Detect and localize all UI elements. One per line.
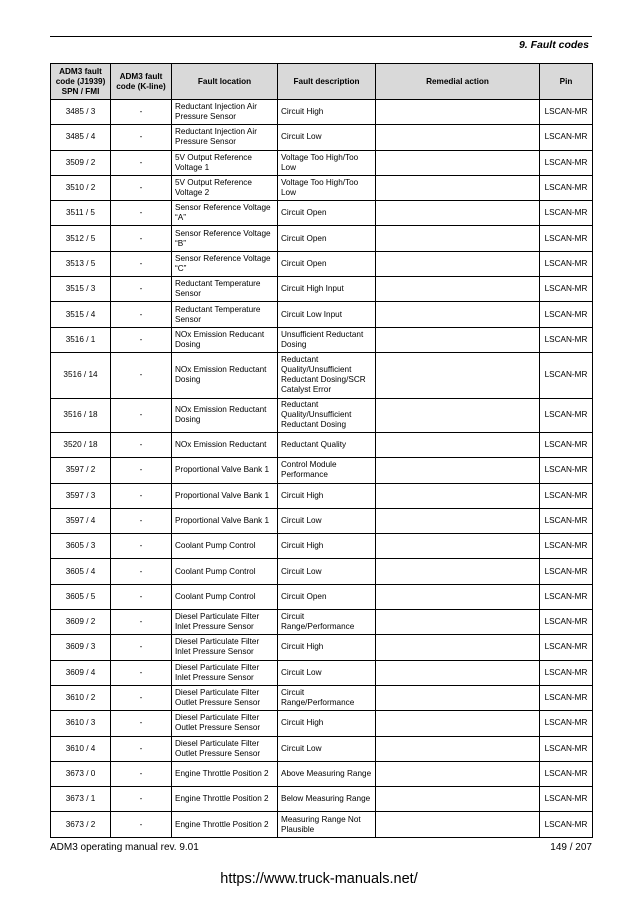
table-row — [51, 458, 593, 483]
cell-fault-location: 5V Output Reference Voltage 1 — [172, 150, 278, 175]
table-row — [51, 787, 593, 812]
cell-fault-location: NOx Emission Reductant — [172, 432, 278, 457]
cell-pin: LSCAN-MR — [540, 685, 593, 710]
cell-kline: - — [111, 584, 172, 609]
cell-spn-fmi: 3597 / 3 — [51, 483, 111, 508]
cell-fault-location: Coolant Pump Control — [172, 584, 278, 609]
cell-spn-fmi: 3513 / 5 — [51, 251, 111, 276]
cell-remedial-action — [376, 100, 540, 125]
cell-fault-description: Control Module Performance — [278, 458, 376, 483]
cell-pin: LSCAN-MR — [540, 150, 593, 175]
cell-pin: LSCAN-MR — [540, 175, 593, 200]
cell-spn-fmi: 3520 / 18 — [51, 432, 111, 457]
cell-fault-location: Diesel Particulate Filter Inlet Pressure Sensor — [172, 635, 278, 660]
table-row — [51, 761, 593, 786]
cell-spn-fmi: 3510 / 2 — [51, 175, 111, 200]
cell-spn-fmi: 3609 / 4 — [51, 660, 111, 685]
cell-fault-description: Reductant Quality — [278, 432, 376, 457]
cell-remedial-action — [376, 685, 540, 710]
cell-fault-location: Proportional Valve Bank 1 — [172, 508, 278, 533]
cell-pin: LSCAN-MR — [540, 534, 593, 559]
cell-remedial-action — [376, 787, 540, 812]
cell-fault-location: Coolant Pump Control — [172, 559, 278, 584]
cell-fault-location: Coolant Pump Control — [172, 534, 278, 559]
cell-fault-description: Measuring Range Not Plausible — [278, 812, 376, 837]
cell-fault-description: Circuit Low — [278, 125, 376, 150]
cell-fault-description: Circuit High — [278, 635, 376, 660]
cell-pin: LSCAN-MR — [540, 201, 593, 226]
cell-fault-description: Circuit High Input — [278, 277, 376, 302]
cell-spn-fmi: 3673 / 2 — [51, 812, 111, 837]
cell-fault-location: Reductant Injection Air Pressure Sensor — [172, 100, 278, 125]
cell-kline: - — [111, 201, 172, 226]
cell-kline: - — [111, 251, 172, 276]
cell-remedial-action — [376, 251, 540, 276]
table-row — [51, 610, 593, 635]
cell-spn-fmi: 3605 / 4 — [51, 559, 111, 584]
cell-kline: - — [111, 685, 172, 710]
cell-kline: - — [111, 787, 172, 812]
table-row — [51, 635, 593, 660]
table-row — [51, 327, 593, 352]
cell-remedial-action — [376, 125, 540, 150]
cell-remedial-action — [376, 175, 540, 200]
cell-pin: LSCAN-MR — [540, 559, 593, 584]
cell-kline: - — [111, 483, 172, 508]
cell-pin: LSCAN-MR — [540, 251, 593, 276]
cell-remedial-action — [376, 635, 540, 660]
cell-fault-description: Above Measuring Range — [278, 761, 376, 786]
cell-fault-description: Reductant Quality/Unsufficient Reductant Dosing — [278, 398, 376, 432]
cell-kline: - — [111, 812, 172, 837]
cell-remedial-action — [376, 226, 540, 251]
table-row — [51, 226, 593, 251]
cell-fault-description: Circuit Low — [278, 736, 376, 761]
cell-kline: - — [111, 175, 172, 200]
cell-remedial-action — [376, 584, 540, 609]
cell-spn-fmi: 3597 / 4 — [51, 508, 111, 533]
cell-kline: - — [111, 736, 172, 761]
cell-fault-description: Unsufficient Reductant Dosing — [278, 327, 376, 352]
table-row — [51, 736, 593, 761]
cell-fault-description: Below Measuring Range — [278, 787, 376, 812]
cell-fault-location: Diesel Particulate Filter Inlet Pressure Sensor — [172, 610, 278, 635]
cell-kline: - — [111, 226, 172, 251]
cell-fault-location: Sensor Reference Voltage “C” — [172, 251, 278, 276]
cell-pin: LSCAN-MR — [540, 100, 593, 125]
cell-spn-fmi: 3605 / 5 — [51, 584, 111, 609]
header-rule — [50, 36, 592, 37]
cell-fault-location: Reductant Temperature Sensor — [172, 302, 278, 327]
cell-fault-description: Circuit High — [278, 483, 376, 508]
table-row — [51, 432, 593, 457]
cell-pin: LSCAN-MR — [540, 327, 593, 352]
table-row — [51, 483, 593, 508]
cell-fault-description: Circuit Range/Performance — [278, 610, 376, 635]
table-row — [51, 201, 593, 226]
cell-kline: - — [111, 302, 172, 327]
cell-pin: LSCAN-MR — [540, 352, 593, 398]
cell-pin: LSCAN-MR — [540, 302, 593, 327]
cell-fault-location: NOx Emission Reducant Dosing — [172, 327, 278, 352]
cell-spn-fmi: 3610 / 2 — [51, 685, 111, 710]
cell-pin: LSCAN-MR — [540, 277, 593, 302]
cell-kline: - — [111, 635, 172, 660]
cell-fault-location: Proportional Valve Bank 1 — [172, 483, 278, 508]
cell-fault-description: Circuit High — [278, 711, 376, 736]
cell-fault-description: Voltage Too High/Too Low — [278, 150, 376, 175]
column-header-fault-description: Fault description — [278, 64, 376, 100]
table-header-row — [51, 64, 593, 100]
cell-pin: LSCAN-MR — [540, 635, 593, 660]
table-row — [51, 711, 593, 736]
cell-kline: - — [111, 100, 172, 125]
cell-pin: LSCAN-MR — [540, 584, 593, 609]
cell-fault-location: NOx Emission Reductant Dosing — [172, 352, 278, 398]
table-row — [51, 559, 593, 584]
cell-pin: LSCAN-MR — [540, 508, 593, 533]
table-row — [51, 660, 593, 685]
cell-kline: - — [111, 660, 172, 685]
cell-fault-location: Diesel Particulate Filter Outlet Pressure Sensor — [172, 685, 278, 710]
cell-spn-fmi: 3673 / 1 — [51, 787, 111, 812]
cell-spn-fmi: 3516 / 14 — [51, 352, 111, 398]
table-row — [51, 150, 593, 175]
footer-manual-title: ADM3 operating manual rev. 9.01 — [50, 842, 199, 853]
cell-fault-description: Circuit Open — [278, 201, 376, 226]
cell-kline: - — [111, 559, 172, 584]
cell-fault-description: Circuit Low — [278, 559, 376, 584]
cell-spn-fmi: 3485 / 3 — [51, 100, 111, 125]
table-row — [51, 398, 593, 432]
cell-fault-location: Diesel Particulate Filter Inlet Pressure Sensor — [172, 660, 278, 685]
cell-pin: LSCAN-MR — [540, 711, 593, 736]
cell-pin: LSCAN-MR — [540, 812, 593, 837]
cell-fault-description: Reductant Quality/Unsufficient Reductant Dosing/SCR Catalyst Error — [278, 352, 376, 398]
cell-remedial-action — [376, 761, 540, 786]
cell-remedial-action — [376, 483, 540, 508]
cell-spn-fmi: 3485 / 4 — [51, 125, 111, 150]
table-row — [51, 534, 593, 559]
fault-code-table — [50, 63, 593, 838]
cell-remedial-action — [376, 398, 540, 432]
cell-pin: LSCAN-MR — [540, 761, 593, 786]
cell-remedial-action — [376, 534, 540, 559]
cell-fault-description: Circuit Low — [278, 660, 376, 685]
cell-spn-fmi: 3509 / 2 — [51, 150, 111, 175]
footer-page-number: 149 / 207 — [550, 842, 592, 853]
cell-remedial-action — [376, 432, 540, 457]
section-title: 9. Fault codes — [518, 39, 589, 51]
cell-spn-fmi: 3605 / 3 — [51, 534, 111, 559]
cell-pin: LSCAN-MR — [540, 610, 593, 635]
cell-remedial-action — [376, 812, 540, 837]
cell-remedial-action — [376, 610, 540, 635]
cell-remedial-action — [376, 711, 540, 736]
cell-pin: LSCAN-MR — [540, 483, 593, 508]
source-url-link[interactable]: https://www.truck-manuals.net/ — [220, 871, 418, 887]
table-row — [51, 175, 593, 200]
column-header-spn-fmi: ADM3 fault code (J1939) SPN / FMI — [51, 64, 111, 100]
cell-remedial-action — [376, 201, 540, 226]
cell-remedial-action — [376, 327, 540, 352]
cell-kline: - — [111, 508, 172, 533]
cell-kline: - — [111, 150, 172, 175]
cell-kline: - — [111, 610, 172, 635]
cell-fault-location: NOx Emission Reductant Dosing — [172, 398, 278, 432]
table-row — [51, 125, 593, 150]
cell-remedial-action — [376, 150, 540, 175]
cell-spn-fmi: 3610 / 3 — [51, 711, 111, 736]
table-body — [51, 100, 593, 838]
cell-fault-location: Reductant Injection Air Pressure Sensor — [172, 125, 278, 150]
cell-spn-fmi: 3512 / 5 — [51, 226, 111, 251]
cell-kline: - — [111, 534, 172, 559]
cell-fault-description: Circuit Open — [278, 584, 376, 609]
table-row — [51, 251, 593, 276]
cell-pin: LSCAN-MR — [540, 787, 593, 812]
cell-spn-fmi: 3609 / 2 — [51, 610, 111, 635]
cell-kline: - — [111, 458, 172, 483]
cell-fault-description: Circuit Low — [278, 508, 376, 533]
cell-spn-fmi: 3516 / 1 — [51, 327, 111, 352]
cell-fault-location: Diesel Particulate Filter Outlet Pressure Sensor — [172, 711, 278, 736]
cell-fault-description: Circuit Low Input — [278, 302, 376, 327]
cell-fault-description: Circuit High — [278, 534, 376, 559]
cell-fault-location: Diesel Particulate Filter Outlet Pressure Sensor — [172, 736, 278, 761]
cell-remedial-action — [376, 508, 540, 533]
cell-spn-fmi: 3516 / 18 — [51, 398, 111, 432]
cell-kline: - — [111, 125, 172, 150]
table-row — [51, 685, 593, 710]
cell-fault-location: Proportional Valve Bank 1 — [172, 458, 278, 483]
table-row — [51, 812, 593, 837]
cell-fault-location: Sensor Reference Voltage “A” — [172, 201, 278, 226]
table-row — [51, 508, 593, 533]
cell-remedial-action — [376, 302, 540, 327]
cell-remedial-action — [376, 352, 540, 398]
cell-fault-location: 5V Output Reference Voltage 2 — [172, 175, 278, 200]
cell-pin: LSCAN-MR — [540, 458, 593, 483]
cell-remedial-action — [376, 559, 540, 584]
cell-pin: LSCAN-MR — [540, 125, 593, 150]
cell-fault-description: Circuit Open — [278, 226, 376, 251]
cell-pin: LSCAN-MR — [540, 398, 593, 432]
cell-kline: - — [111, 352, 172, 398]
cell-fault-description: Voltage Too High/Too Low — [278, 175, 376, 200]
cell-remedial-action — [376, 277, 540, 302]
cell-fault-location: Reductant Temperature Sensor — [172, 277, 278, 302]
cell-fault-location: Sensor Reference Voltage “B” — [172, 226, 278, 251]
cell-remedial-action — [376, 458, 540, 483]
cell-spn-fmi: 3610 / 4 — [51, 736, 111, 761]
column-header-pin: Pin — [540, 64, 593, 100]
cell-spn-fmi: 3515 / 3 — [51, 277, 111, 302]
cell-fault-description: Circuit High — [278, 100, 376, 125]
cell-pin: LSCAN-MR — [540, 226, 593, 251]
cell-kline: - — [111, 711, 172, 736]
cell-pin: LSCAN-MR — [540, 736, 593, 761]
cell-fault-location: Engine Throttle Position 2 — [172, 761, 278, 786]
cell-remedial-action — [376, 660, 540, 685]
table-row — [51, 302, 593, 327]
column-header-remedial-action: Remedial action — [376, 64, 540, 100]
cell-fault-description: Circuit Range/Performance — [278, 685, 376, 710]
cell-kline: - — [111, 432, 172, 457]
table-row — [51, 352, 593, 398]
cell-spn-fmi: 3515 / 4 — [51, 302, 111, 327]
table-row — [51, 584, 593, 609]
cell-fault-location: Engine Throttle Position 2 — [172, 787, 278, 812]
cell-kline: - — [111, 761, 172, 786]
cell-spn-fmi: 3609 / 3 — [51, 635, 111, 660]
cell-remedial-action — [376, 736, 540, 761]
cell-fault-location: Engine Throttle Position 2 — [172, 812, 278, 837]
cell-spn-fmi: 3511 / 5 — [51, 201, 111, 226]
column-header-kline: ADM3 fault code (K-line) — [111, 64, 172, 100]
footer-rule — [50, 837, 592, 838]
cell-spn-fmi: 3673 / 0 — [51, 761, 111, 786]
cell-kline: - — [111, 327, 172, 352]
cell-spn-fmi: 3597 / 2 — [51, 458, 111, 483]
cell-pin: LSCAN-MR — [540, 432, 593, 457]
cell-kline: - — [111, 277, 172, 302]
cell-pin: LSCAN-MR — [540, 660, 593, 685]
cell-kline: - — [111, 398, 172, 432]
table-row — [51, 277, 593, 302]
table-row — [51, 100, 593, 125]
cell-fault-description: Circuit Open — [278, 251, 376, 276]
column-header-fault-location: Fault location — [172, 64, 278, 100]
